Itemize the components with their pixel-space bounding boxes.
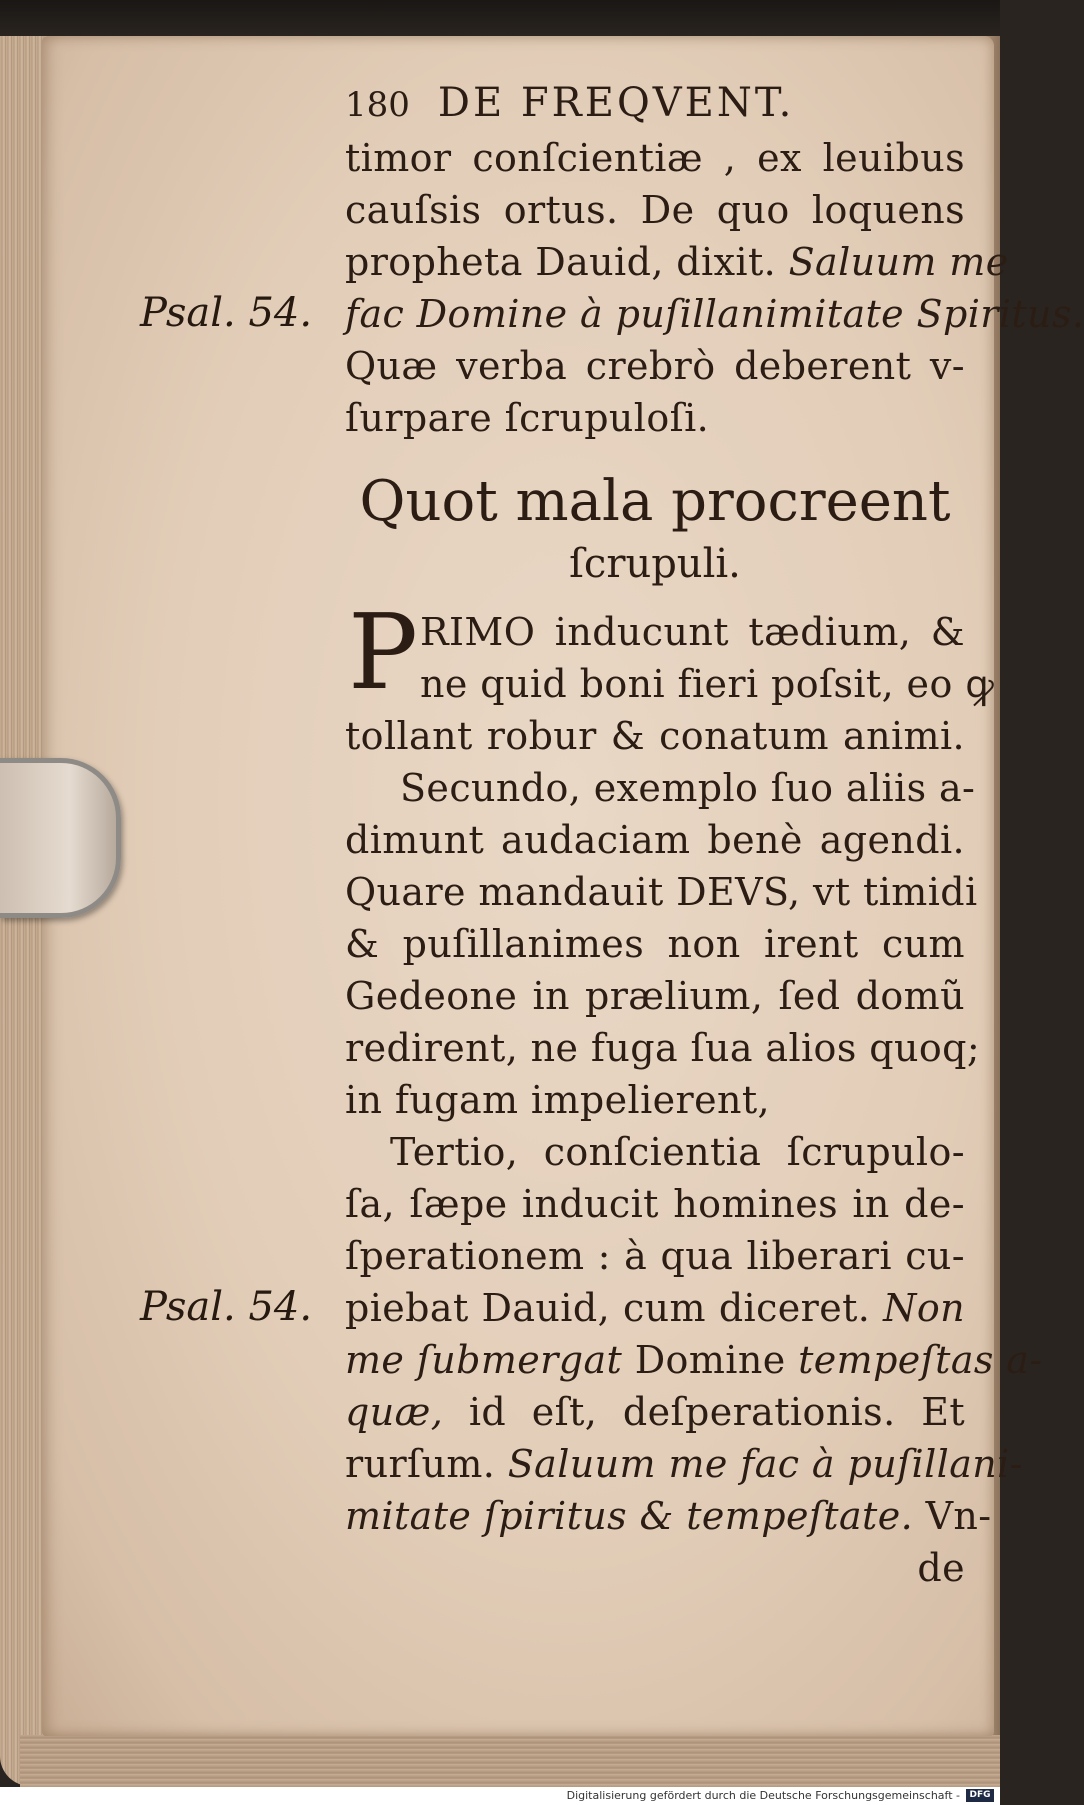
text-line: [345, 1490, 992, 1542]
drop-cap: P: [348, 591, 418, 713]
text-line: tollant robur & conatum animi.: [345, 714, 965, 758]
text-line: dimunt audaciam benè agendi.: [345, 818, 965, 862]
quote-span: tempeſtas a-: [798, 1338, 1043, 1382]
text-line: Gedeone in prælium, ſed domũ: [345, 974, 965, 1018]
text-line: RIMO inducunt tædium, &: [420, 610, 965, 654]
text-line: cauſsis ortus. De quo loquens: [345, 188, 965, 232]
text-line: Tertio, conſcientia ſcrupulo-: [390, 1130, 965, 1174]
page-number: 180: [345, 85, 410, 125]
footer-credit: Digitalisierung gefördert durch die Deutsche Forschungsgemeinschaft -: [566, 1789, 960, 1802]
section-heading: Quot mala procreent: [359, 469, 951, 534]
quote-span: me ſubmergat: [345, 1338, 623, 1382]
dfg-logo: DFG: [966, 1789, 994, 1802]
text-line: [345, 1334, 1043, 1386]
running-header: [345, 80, 865, 140]
text-line: & puſillanimes non irent cum: [345, 922, 965, 966]
text-line: Secundo, exemplo ſuo aliis a-: [400, 766, 976, 810]
text-line: in fugam impelierent,: [345, 1078, 771, 1122]
text-span: piebat Dauid, cum diceret.: [345, 1286, 871, 1330]
margin-note-psalm: Psal. 54.: [140, 290, 313, 336]
text-line: Quare mandauit DEVS, vt timidi: [345, 870, 978, 914]
text-span: Vn-: [925, 1494, 992, 1538]
text-line: ſperationem : à qua liberari cu-: [345, 1234, 965, 1278]
text-line: [345, 1386, 965, 1438]
text-line: timor conſcientiæ , ex leuibus: [345, 136, 965, 180]
text-line: [345, 1438, 1023, 1490]
quote-span: quæ,: [345, 1390, 444, 1434]
quote-span: Saluum me: [788, 240, 1009, 284]
text-line: Quæ verba crebrò deberent v-: [345, 344, 965, 388]
text-line: redirent, ne fuga ſua alios quoq;: [345, 1026, 981, 1070]
catchword: de: [917, 1546, 965, 1590]
margin-note-psalm: Psal. 54.: [140, 1284, 313, 1330]
text-line: ſurpare ſcrupuloſi.: [345, 396, 710, 440]
quote-span: Saluum me fac à puſillani-: [507, 1442, 1023, 1486]
quote-span: mitate ſpiritus & tempeſtate.: [345, 1494, 914, 1538]
text-line: [345, 1282, 965, 1334]
section-heading-cont: ſcrupuli.: [569, 541, 741, 587]
quote-line: fac Domine à puſillanimitate Spiritus.: [345, 292, 1084, 336]
text-span: Domine: [634, 1338, 786, 1382]
text-line: [345, 236, 1009, 288]
text-span: propheta Dauid, dixit.: [345, 240, 777, 284]
quote-span: Non: [883, 1286, 965, 1330]
text-line: ne quid boni fieri poſsit, eo ꝙ: [420, 662, 995, 706]
text-line: ſa, ſæpe inducit homines in de-: [345, 1182, 965, 1226]
text-span: rurſum.: [345, 1442, 496, 1486]
digitization-footer: [0, 1787, 1000, 1805]
text-span: id eſt, deſperationis. Et: [468, 1390, 965, 1434]
running-title: DE FREQVENT.: [437, 80, 795, 126]
